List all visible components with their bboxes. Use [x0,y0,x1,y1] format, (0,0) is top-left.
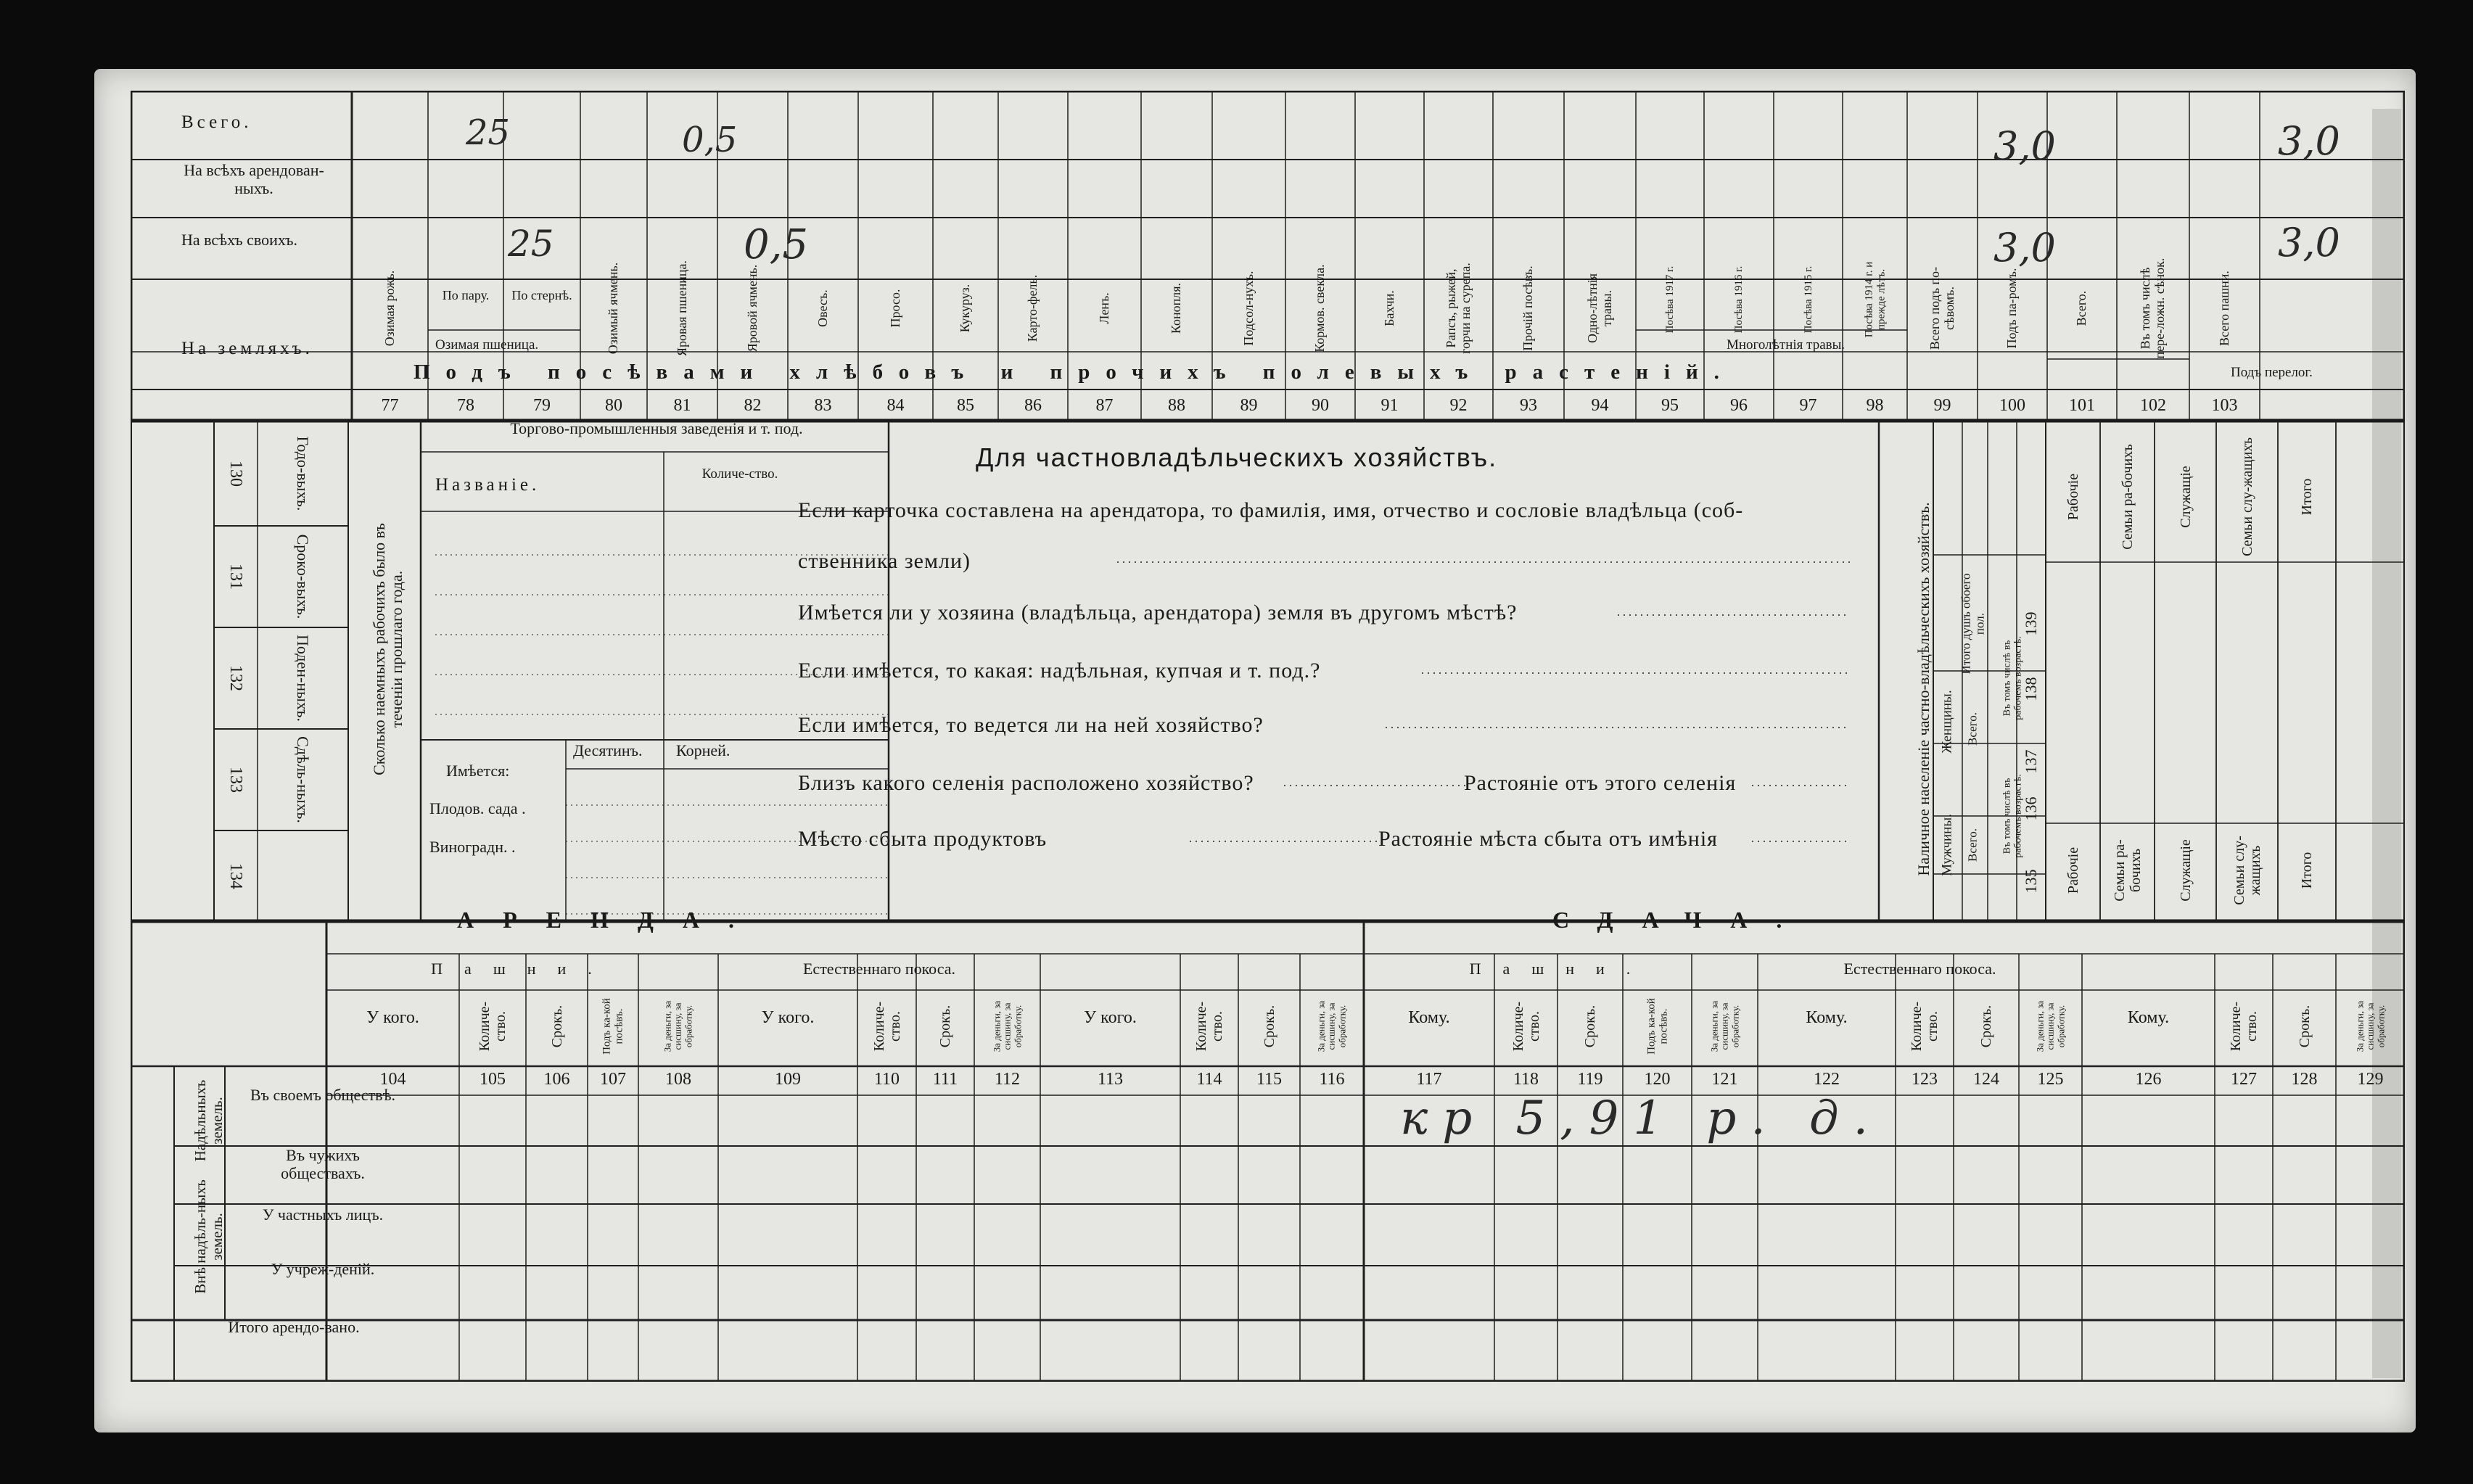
bottom-col-number: 129 [2357,1070,2384,1089]
staff-col-header-bottom: Семьи ра-бочихъ [2111,839,2144,902]
row-v-chuzhih: Въ чужихъ обществахъ. [281,1146,365,1183]
row-itogo-arendovano: Итого арендо-вано. [228,1318,360,1336]
bottom-col-header: Срокъ. [2296,1005,2313,1048]
row-uchrezhdeniy: У учреж-деній. [271,1260,375,1278]
trade-name-header: Названіе. [435,475,540,495]
top-col-number: 95 [1661,396,1679,415]
hw-svoi-yachmen: 0,5 [744,221,809,268]
top-col-number: 81 [673,396,691,415]
bottom-col-number: 108 [665,1070,691,1089]
bottom-col-header: За деньги, за сисшину, за обработку. [1315,1000,1348,1052]
bottom-col-number: 126 [2135,1070,2162,1089]
bottom-col-header: Количе-ство. [871,1001,903,1052]
top-col-header: Подъ па-ромъ. [2004,268,2020,349]
bottom-group-header: Пашни. [1469,960,1653,978]
question-market: Мѣсто сбыта продуктовъ [798,827,1048,851]
trade-qty-header: Количе-ство. [701,466,778,482]
bottom-col-header: Срокъ. [1582,1005,1598,1048]
top-col-number: 91 [1380,396,1399,415]
bottom-col-header: Подъ ка-кой посѣвъ. [1645,998,1669,1055]
top-col-header: Просо. [887,289,902,328]
bottom-col-number: 124 [1973,1070,1999,1089]
pop-total-header: Итого душъ обоего пол. [1959,573,1986,675]
top-col-header: Посѣва 1915 г. [1802,265,1814,334]
bottom-col-header: У кого. [366,1008,419,1027]
group-mnogoletnie-travy: Многолѣтнія травы. [1727,337,1846,353]
pop-col-number: 137 [2021,749,2040,774]
top-col-number: 86 [1024,396,1042,415]
bottom-col-number: 128 [2291,1070,2318,1089]
hw-vsego-posev: 3,0 [1993,123,2056,169]
top-col-number: 80 [605,396,622,415]
top-col-header: Посѣва 1917 г. [1663,265,1676,334]
hw-svoi-posev: 3,0 [1993,225,2056,271]
top-col-number: 85 [957,396,974,415]
hired-col-number: 131 [226,564,246,590]
bottom-col-number: 125 [2037,1070,2064,1089]
row-v-svoem: Въ своемъ обществѣ. [250,1086,396,1104]
top-col-header: Всего подъ по-сѣвомъ. [1927,266,1956,350]
private-farms-title: Для частновладѣльческихъ хозяйствъ. [976,442,1498,472]
hired-workers-label: Сколько наемныхъ рабочихъ было въ теченіи прошлаго года. [369,523,406,775]
orchard-label: Плодов. сада . [429,799,526,817]
top-col-header: Прочій посѣвъ. [1521,265,1536,351]
question-owner-cont: ственника земли) [798,549,971,573]
question-land-type: Если имѣется, то какая: надѣльная, купчая и т. под.? [798,659,1321,683]
question-farming: Если имѣется, то ведется ли на ней хозяйство? [798,713,1264,737]
question-market-distance: Растояніе мѣста сбыта отъ имѣнія [1378,827,1718,851]
has-label: Имѣется: [446,762,510,780]
top-col-header: Посѣва 1916 г. [1732,265,1745,334]
hired-col-number: 132 [226,665,246,691]
bottom-col-number: 109 [775,1070,801,1089]
census-form [131,91,2405,1382]
top-col-number: 84 [886,396,905,415]
group-vne-nadel: Внѣ надѣль-ныхъ земель. [191,1179,226,1294]
form-grid-lines [131,91,2405,1382]
top-col-number: 88 [1168,396,1185,415]
banner-posevy: Подъ посѣвами хлѣбовъ и прочихъ полевыхъ растеній. [413,360,1735,384]
staff-col-header-top: Семьи ра-бочихъ [2119,444,2136,550]
bottom-col-number: 117 [1416,1070,1442,1089]
staff-col-header-bottom: Семьи слу-жащихъ [2231,836,2263,905]
top-col-header: Ленъ. [1096,292,1111,324]
pop-col-number: 136 [2021,796,2040,821]
bottom-col-number: 123 [1912,1070,1938,1089]
hired-col-number: 133 [226,767,246,793]
bottom-col-number: 107 [600,1070,626,1089]
bottom-col-header: Количе-ство. [1193,1001,1225,1052]
bottom-col-number: 104 [379,1070,406,1089]
pop-incl-header: Въ томъ числѣ въ рабочемъ возрастѣ. [2001,636,2024,720]
question-village-distance: Растояніе отъ этого селенія [1464,771,1737,795]
bottom-col-header: Количе-ство. [477,1001,509,1052]
bottom-col-number: 122 [1814,1070,1840,1089]
top-col-header: Озимая рожь. [382,270,397,347]
bottom-col-header: Кому. [1408,1008,1450,1027]
hired-col-number: 134 [226,862,246,889]
bottom-col-number: 116 [1319,1070,1345,1089]
bottom-col-header: Количе-ство. [2228,1001,2260,1052]
staff-col-header-top: Рабочіе [2065,473,2081,521]
top-col-number: 87 [1095,396,1114,415]
top-col-header: Одно-лѣтнія травы. [1584,273,1614,344]
question-owner: Если карточка составлена на арендатора, то фамилія, имя, отчество и сословіе владѣльца (соб- [798,498,1744,522]
pop-col-number: 139 [2021,611,2040,636]
top-col-header: Всего. [2074,290,2089,326]
bottom-group-header: Пашни. [431,960,614,978]
top-col-header: По стернѣ. [511,288,572,302]
bottom-col-number: 121 [1711,1070,1738,1089]
hw-vsego-pashni: 3,0 [2278,118,2340,164]
top-col-header: Бахчи. [1381,290,1396,326]
bottom-col-header: За деньги, за сисшину, за обработку. [662,1000,694,1052]
top-col-header: Посѣва 1914 г. и прежде лѣтъ. [1863,261,1887,338]
top-col-number: 79 [533,396,551,415]
top-col-number: 92 [1449,396,1468,415]
bottom-col-number: 112 [994,1070,1021,1089]
hired-col-label: Сдѣль-ныхъ. [294,736,313,823]
staff-col-header-bottom: Служащіе [2177,839,2194,902]
hired-col-label: Поден-ныхъ. [294,635,313,722]
question-village: Близъ какого селенія расположено хозяйство? [798,771,1254,795]
top-col-header: По пару. [442,288,490,302]
bottom-col-number: 127 [2231,1070,2257,1089]
top-col-number: 100 [1999,396,2025,415]
trade-title: Торгово-промышленныя заведенія и т. под. [510,419,803,437]
hired-col-number: 130 [226,460,246,487]
pop-col-number: 135 [2021,869,2040,894]
arenda-banner: АРЕНДА. [457,907,764,933]
bottom-col-number: 115 [1256,1070,1283,1089]
bottom-group-header: Естественнаго покоса. [1843,960,1996,978]
question-other-land: Имѣется ли у хозяина (владѣльца, арендатора) земля въ другомъ мѣстѣ? [798,601,1518,624]
top-col-number: 97 [1799,396,1817,415]
staff-col-header-bottom: Итого [2299,852,2315,889]
hw-vsego-ozimaya: 25 [466,112,511,153]
bottom-col-header: Кому. [1806,1008,1848,1027]
staff-col-header-top: Служащіе [2177,466,2194,528]
pop-men-header: Мужчины. [1939,814,1955,876]
bottom-col-header: Срокъ. [1261,1005,1277,1048]
bottom-col-header: За деньги, за сисшину, за обработку. [1708,1000,1740,1052]
bottom-col-header: Срокъ. [548,1005,565,1048]
bottom-col-header: У кого. [761,1008,815,1027]
bottom-col-number: 113 [1097,1070,1124,1089]
hw-vsego-yachmen: 0,5 [682,120,738,160]
top-col-header: Кормов. свекла. [1312,264,1328,353]
hw-svoi-ozimaya: 25 [508,223,554,265]
top-col-number: 99 [1933,396,1951,415]
top-col-number: 82 [744,396,762,415]
bottom-col-header: За деньги, за сисшину, за обработку. [2034,1000,2066,1052]
bottom-col-number: 118 [1513,1070,1539,1089]
row-chastnyh: У частныхъ лицъ. [262,1205,384,1224]
staff-col-header-top: Итого [2299,478,2315,516]
vineyard-label: Виноградн. . [429,838,516,856]
top-col-header: Озимый ячмень. [606,262,621,355]
bottom-col-header: Срокъ. [937,1005,953,1048]
bottom-col-number: 119 [1577,1070,1603,1089]
top-col-number: 98 [1866,396,1884,415]
top-col-header: Въ томъ числѣ пере-ложн. сѣнок. [2138,257,2167,359]
bottom-col-header: Подъ ка-кой посѣвъ. [601,998,625,1055]
bottom-col-header: За деньги, за сисшину, за обработку. [991,1000,1023,1052]
bottom-col-number: 111 [932,1070,958,1089]
hw-sdacha-entry: кр 5,91 р. д. [1400,1092,1882,1145]
top-col-number: 77 [381,396,399,415]
bottom-col-header: Кому. [2127,1008,2170,1027]
top-col-header: Яровой ячмень. [744,264,760,353]
top-col-number: 78 [457,396,474,415]
hired-col-label: Годо-выхъ. [294,436,313,511]
top-col-number: 83 [814,396,832,415]
bottom-col-header: За деньги, за сисшину, за обработку. [2354,1000,2386,1052]
bottom-col-header: Срокъ. [1978,1005,1994,1048]
hired-col-label: Сроко-выхъ. [294,534,313,619]
top-col-header: Подсол-нухъ. [1240,271,1256,346]
pop-women-header: Женщины. [1939,690,1955,754]
bottom-col-number: 105 [480,1070,506,1089]
korney-header: Корней. [676,741,731,759]
bottom-col-number: 110 [873,1070,900,1089]
top-col-number: 101 [2069,396,2095,415]
row-label-vsego: Всего. [181,112,252,132]
group-ozimaya-pshenitsa: Озимая пшеница. [435,337,539,353]
sdacha-banner: СДАЧА. [1552,907,1811,933]
top-col-number: 94 [1591,396,1609,415]
row-label-zemlyah: На земляхъ. [181,339,313,358]
pop-col-number: 138 [2021,677,2040,701]
bottom-group-header: Естественнаго покоса. [802,960,955,978]
top-col-header: Овесъ. [815,289,830,327]
group-nadel: Надѣльныхъ земель. [191,1079,226,1162]
top-col-number: 93 [1520,396,1537,415]
bottom-col-number: 120 [1644,1070,1671,1089]
top-col-header: Карто-фель. [1025,274,1040,342]
bottom-col-header: У кого. [1084,1008,1137,1027]
pop-vsego-header: Всего. [1965,712,1980,746]
bottom-col-header: Количе-ство. [1909,1001,1941,1052]
population-label: Наличное населеніе частно-владѣльческихъ хозяйствъ. [1914,502,1933,876]
row-label-svoih: На всѣхъ своихъ. [181,231,297,249]
top-col-number: 96 [1730,396,1748,415]
pop-vsego-header: Всего. [1965,828,1980,862]
hw-svoi-pashni: 3,0 [2278,220,2340,265]
bottom-col-number: 114 [1196,1070,1222,1089]
top-col-header: Всего пашни. [2216,271,2231,346]
pop-incl-header: Въ томъ числѣ въ рабочемъ возрастѣ. [2001,774,2024,858]
top-col-header: Яровая пшеница. [674,260,689,356]
top-col-header: Рапсъ, рыжей, горчи на сурепа. [1443,263,1473,354]
top-col-header: Конопля. [1169,282,1184,334]
bottom-col-header: Количе-ство. [1510,1001,1542,1052]
top-col-header: Кукуруз. [958,284,973,333]
group-perelog: Подъ перелог. [2231,365,2313,380]
bottom-col-number: 106 [543,1070,570,1089]
staff-col-header-top: Семьи слу-жащихъ [2239,437,2255,556]
desyatin-header: Десятинъ. [573,741,643,759]
row-label-arendovannyh: На всѣхъ арендован-ныхъ. [184,161,324,198]
top-col-number: 89 [1240,396,1258,415]
staff-col-header-bottom: Рабочіе [2065,846,2081,894]
top-col-number: 102 [2140,396,2166,415]
top-col-number: 90 [1312,396,1329,415]
top-col-number: 103 [2211,396,2238,415]
